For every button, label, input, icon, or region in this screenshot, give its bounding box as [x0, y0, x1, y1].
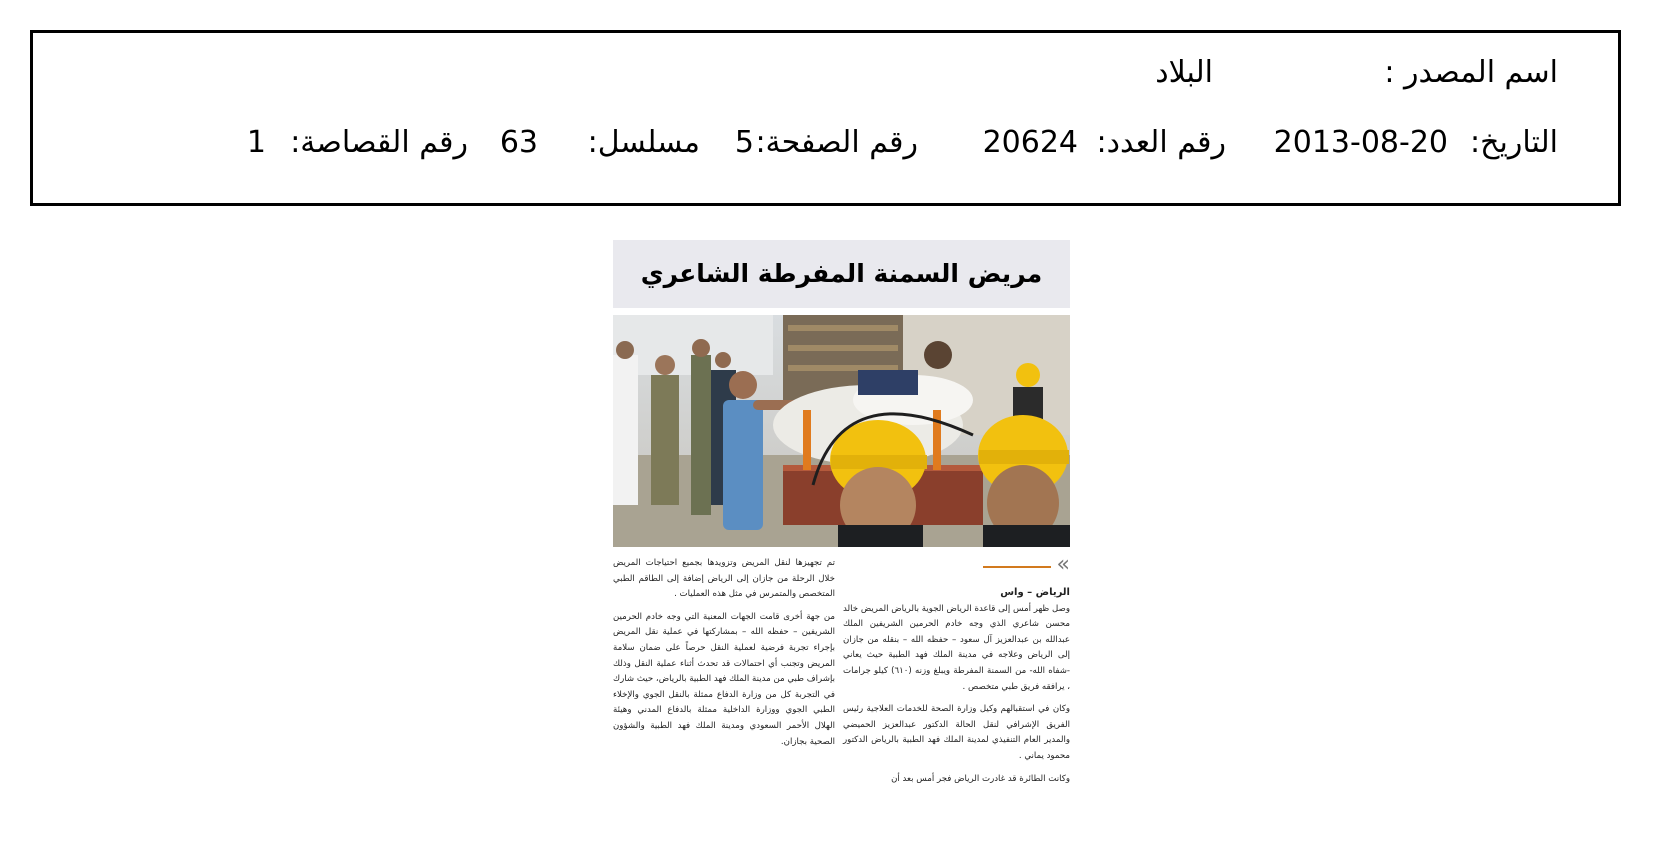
paragraph: تم تجهيزها لنقل المريض وتزويدها بجميع احتياجات المريض خلال الرحلة من جازان إلى الرياض إضافة إلى الطاقم الطبي المتخصص والمتمرس في مثل هذه العمليات . — [613, 558, 835, 600]
serial-value: 63 — [499, 125, 538, 160]
issue-value: 20624 — [982, 125, 1078, 160]
issue-label: رقم العدد: — [1096, 125, 1226, 160]
article-photo — [613, 315, 1070, 547]
source-value: البلاد — [1155, 55, 1213, 90]
date-value: 2013-08-20 — [1273, 125, 1448, 160]
page-value: 5 — [734, 125, 754, 160]
rescue-scene-illustration — [613, 315, 1070, 547]
paragraph: وصل ظهر أمس إلى قاعدة الرياض الجوية بالرياض المريض خالد محسن شاعري الذي وجه خادم الحرمين الشريفين الملك عبدالله بن عبدالعزيز آل سعود – حفظه الله – بنقله من جازان إلى الرياض وعلاجه في مدينة الملك فهد الطبية حيث يعاني -شفاه الله- من السمنة المفرطة ويبلغ وزنه (٦١٠) كيلو جرامات ، يرافقه فريق طبي متخصص . — [843, 603, 1070, 692]
quote-divider — [983, 566, 1051, 568]
newspaper-clipping — [613, 240, 1070, 828]
source-label: اسم المصدر : — [1384, 55, 1558, 90]
page-label: رقم الصفحة: — [755, 125, 918, 160]
article-byline: الرياض – واس — [1000, 587, 1070, 598]
clip-value: 1 — [246, 125, 266, 160]
paragraph: وكان في استقبالهم وكيل وزارة الصحة للخدمات العلاجية رئيس الفريق الإشرافي لنقل الحالة الدكتور عبدالعزيز الحميضي والمدير العام التنفيذي لمدينة الملك فهد الطبية بالرياض الدكتور محمود يماني . — [843, 704, 1070, 761]
article-column-right — [843, 585, 1070, 794]
clip-label: رقم القصاصة: — [290, 125, 468, 160]
clip-metadata-box — [30, 30, 1621, 206]
article-column-left — [613, 556, 835, 757]
serial-label: مسلسل: — [587, 125, 700, 160]
paragraph: وكانت الطائرة قد غادرت الرياض فجر أمس بعد أن — [891, 773, 1070, 784]
quote-mark-icon: « — [1056, 552, 1070, 577]
date-label: التاريخ: — [1470, 125, 1558, 160]
article-headline: مريض السمنة المفرطة الشاعري — [613, 240, 1070, 308]
paragraph: من جهة أخرى قامت الجهات المعنية التي وجه خادم الحرمين الشريفين – حفظه الله – بمشاركتها في عملية نقل المريض بإجراء تجربة فرضية لعملية النقل حرصاً على ضمان سلامة المريض وتجنب أي احتمالات قد تحدث أثناء عملية النقل وذلك بإشراف طبي من مدينة الملك فهد الطبية بالرياض، حيث شارك في التجربة كل من وزارة الدفاع ممثلة بالنقل الجوي والإخلاء الطبي الجوي ووزارة الداخلية ممثلة بالدفاع المدني وهيئة الهلال الأحمر السعودي ومدينة الملك فهد الطبية والشؤون الصحية بجازان. — [613, 611, 835, 747]
